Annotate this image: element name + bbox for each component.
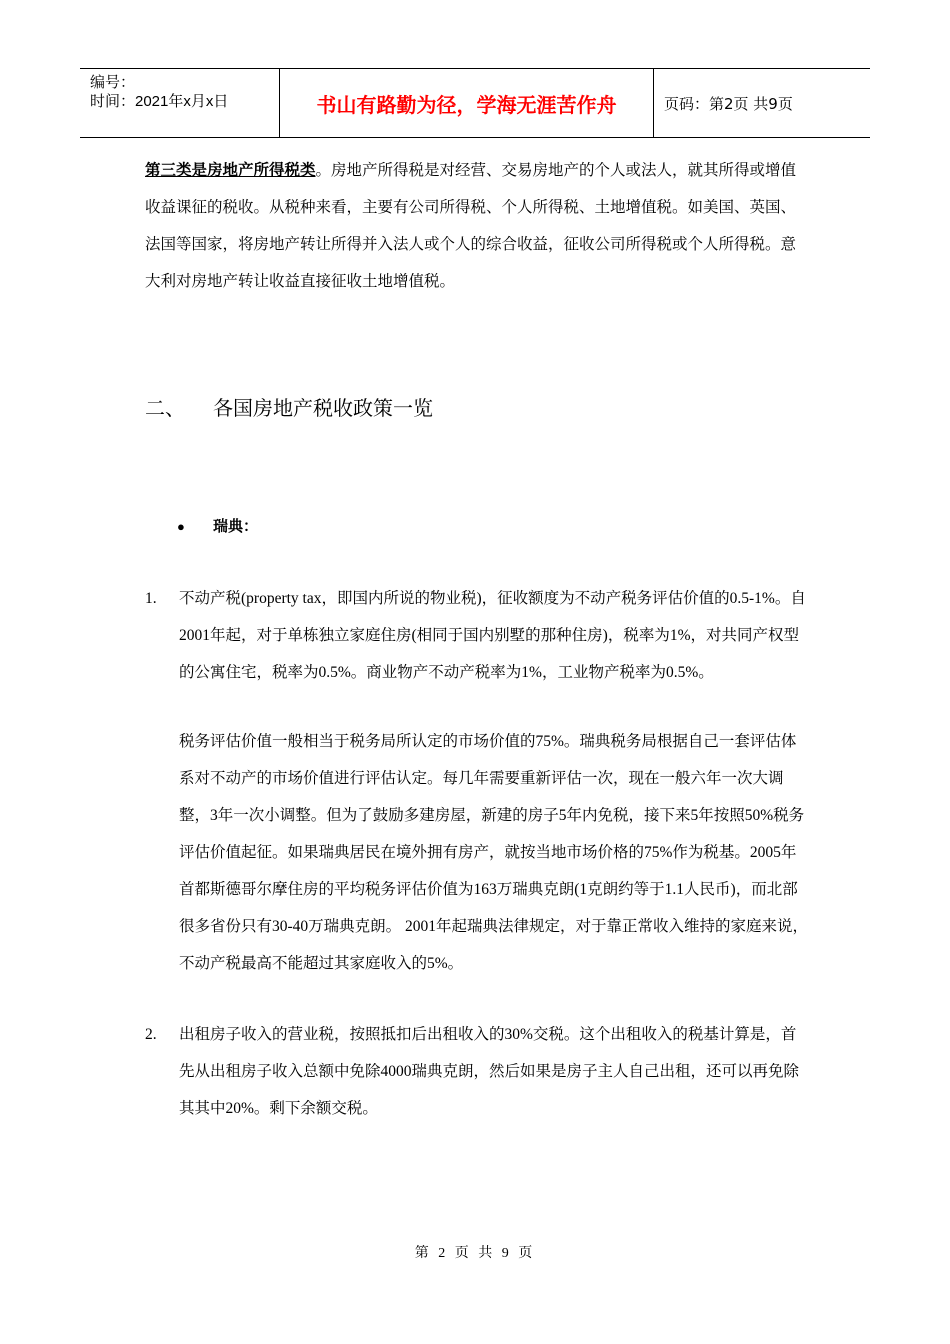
section-title: 各国房地产税收政策一览: [213, 396, 433, 420]
country-heading: [145, 508, 810, 546]
list-item-text: 不动产税(property tax，即国内所说的物业税)，征收额度为不动产税务评估价值的0.5-1%。自2001年起，对于单栋独立家庭住房(相同于国内别墅的那种住房)，税率为1%，对共同产权型的公寓住宅，税率为0.5%。商业物产不动产税率为1%，工业物产税率为0.5%。: [179, 590, 806, 681]
list-item-text: 出租房子收入的营业税，按照抵扣后出租收入的30%交税。这个出租收入的税基计算是，首先从出租房子收入总额中免除4000瑞典克朗，然后如果是房子主人自己出租，还可以再免除其其中20%。剩下余额交税。: [179, 1026, 800, 1117]
list-item-number: 1.: [145, 590, 157, 607]
list-item-1: [145, 580, 810, 691]
header-meta: [80, 69, 280, 137]
list-item-2: [145, 1016, 810, 1127]
section-heading: [145, 388, 810, 428]
intro-title: 第三类是房地产所得税类: [145, 162, 316, 179]
header-page-label: [654, 69, 870, 137]
intro-text: 。房地产所得税是对经营、交易房地产的个人或法人，就其所得或增值收益课征的税收。从税种来看，主要有公司所得税、个人所得税、土地增值税。如美国、英国、法国等国家，将房地产转让所得并入法人或个人的综合收益，征收公司所得税或个人所得税。意大利对房地产转让收益直接征收土地增值税。: [145, 162, 797, 290]
intro-paragraph: [145, 152, 810, 300]
bullet-icon: ●: [177, 519, 185, 534]
sub-paragraph: 税务评估价值一般相当于税务局所认定的市场价值的75%。瑞典税务局根据自己一套评估体系对不动产的市场价值进行评估认定。每几年需要重新评估一次，现在一般六年一次大调整，3年一次小调整。但为了鼓励多建房屋，新建的房子5年内免税，接下来5年按照50%税务评估价值起征。如果瑞典居民在境外拥有房产，就按当地市场价格的75%作为税基。2005年首都斯德哥尔摩住房的平均税务评估价值为163万瑞典克朗(1克朗约等于1.1人民币)，而北部很多省份只有30-40万瑞典克朗。 2001年起瑞典法律规定，对于靠正常收入维持的家庭来说，不动产税最高不能超过其家庭收入的5%。: [179, 733, 809, 972]
list-item-number: 2.: [145, 1026, 157, 1043]
number-label: 编号：: [90, 74, 136, 91]
header-motto: 书山有路勤为径，学海无涯苦作舟: [280, 69, 654, 137]
section-number: 二、: [145, 396, 185, 420]
document-body: [145, 152, 810, 1127]
page-header: [80, 68, 870, 138]
page-label-text: 页码：第2页 共9页: [664, 94, 793, 113]
country-name: 瑞典：: [213, 519, 259, 535]
page-footer: 第 2 页 共 9 页: [414, 1246, 536, 1261]
time-label: 时间：2021年x月x日: [90, 93, 229, 110]
